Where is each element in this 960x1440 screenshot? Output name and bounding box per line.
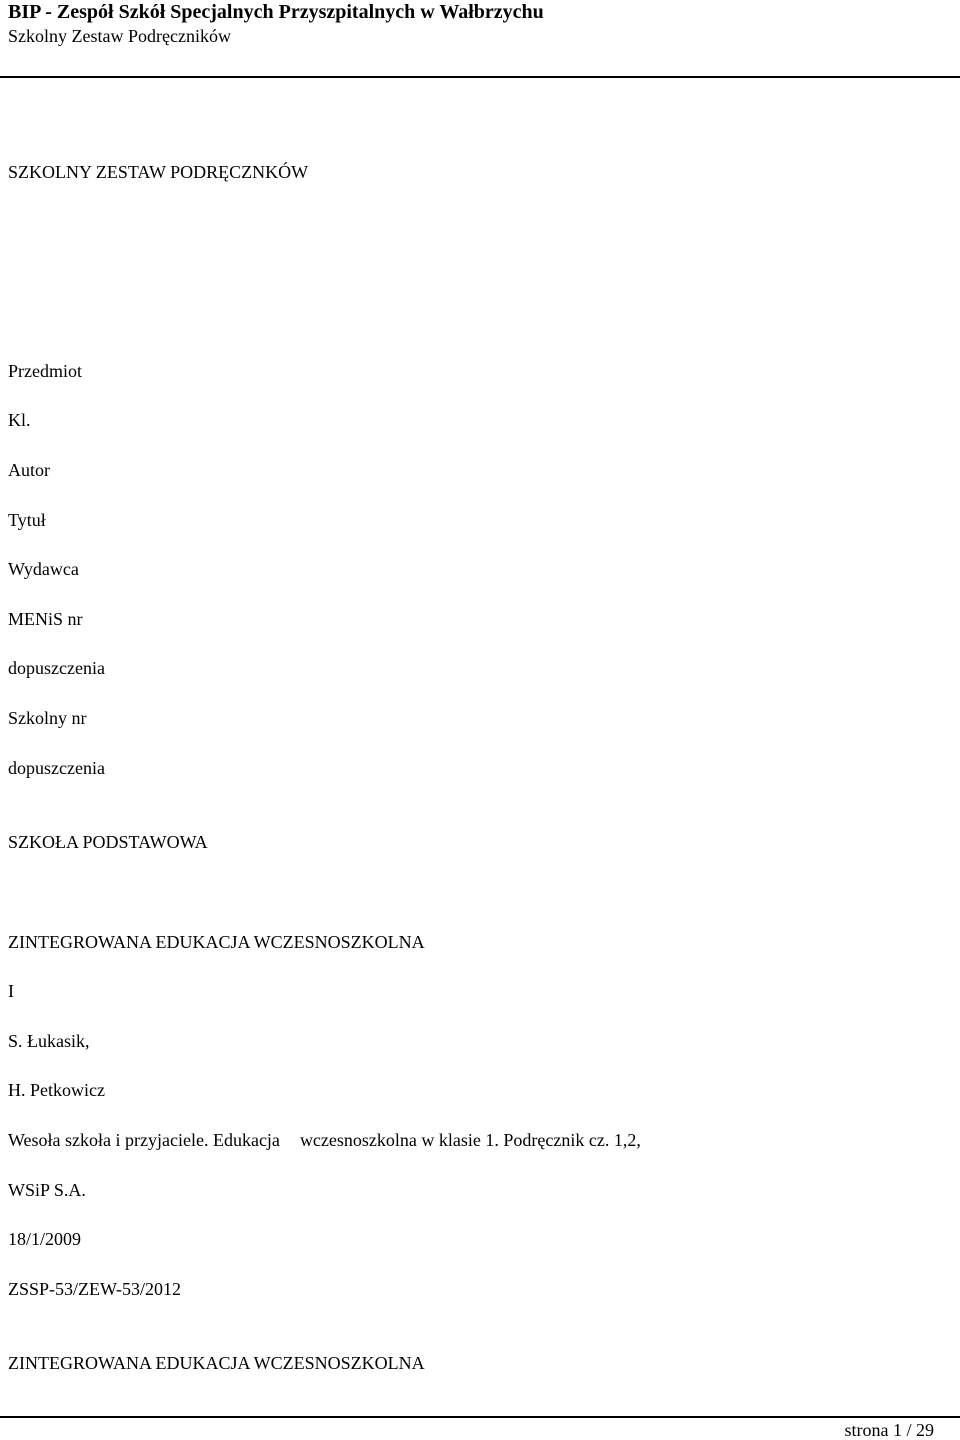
- entry-publisher: WSiP S.A.: [8, 1180, 86, 1200]
- entry-class: I: [8, 981, 14, 1001]
- column-subject: Przedmiot: [8, 361, 82, 381]
- document-heading: SZKOLNY ZESTAW PODRĘCZNKÓW: [8, 162, 309, 182]
- column-publisher: Wydawca: [8, 559, 79, 579]
- column-menis-line1: MENiS nr: [8, 609, 83, 629]
- page-number: strona 1 / 29: [844, 1420, 934, 1440]
- footer-divider: [0, 1416, 960, 1418]
- column-school-line1: Szkolny nr: [8, 708, 87, 728]
- column-author: Autor: [8, 460, 50, 480]
- entry-school-number: ZSSP-53/ZEW-53/2012: [8, 1279, 182, 1299]
- next-entry-subject: ZINTEGROWANA EDUKACJA WCZESNOSZKOLNA: [8, 1353, 425, 1373]
- section-heading: SZKOŁA PODSTAWOWA: [8, 832, 208, 852]
- entry-menis-number: 18/1/2009: [8, 1229, 82, 1249]
- entry-subject: ZINTEGROWANA EDUKACJA WCZESNOSZKOLNA: [8, 932, 425, 952]
- site-title: BIP - Zespół Szkół Specjalnych Przyszpitalnych w Wałbrzychu: [8, 1, 544, 23]
- column-class: Kl.: [8, 410, 31, 430]
- entry-title-part1: Wesoła szkoła i przyjaciele. Edukacja: [8, 1130, 280, 1150]
- column-school-line2: dopuszczenia: [8, 758, 105, 778]
- entry-title: [8, 1129, 641, 1151]
- column-title: Tytuł: [8, 510, 46, 530]
- entry-author-line2: H. Petkowicz: [8, 1080, 105, 1100]
- column-menis-line2: dopuszczenia: [8, 658, 105, 678]
- header-divider: [0, 76, 960, 78]
- page-subtitle: Szkolny Zestaw Podręczników: [8, 26, 231, 46]
- entry-author-line1: S. Łukasik,: [8, 1031, 90, 1051]
- entry-title-part2: wczesnoszkolna w klasie 1. Podręcznik cz. 1,2,: [299, 1130, 641, 1150]
